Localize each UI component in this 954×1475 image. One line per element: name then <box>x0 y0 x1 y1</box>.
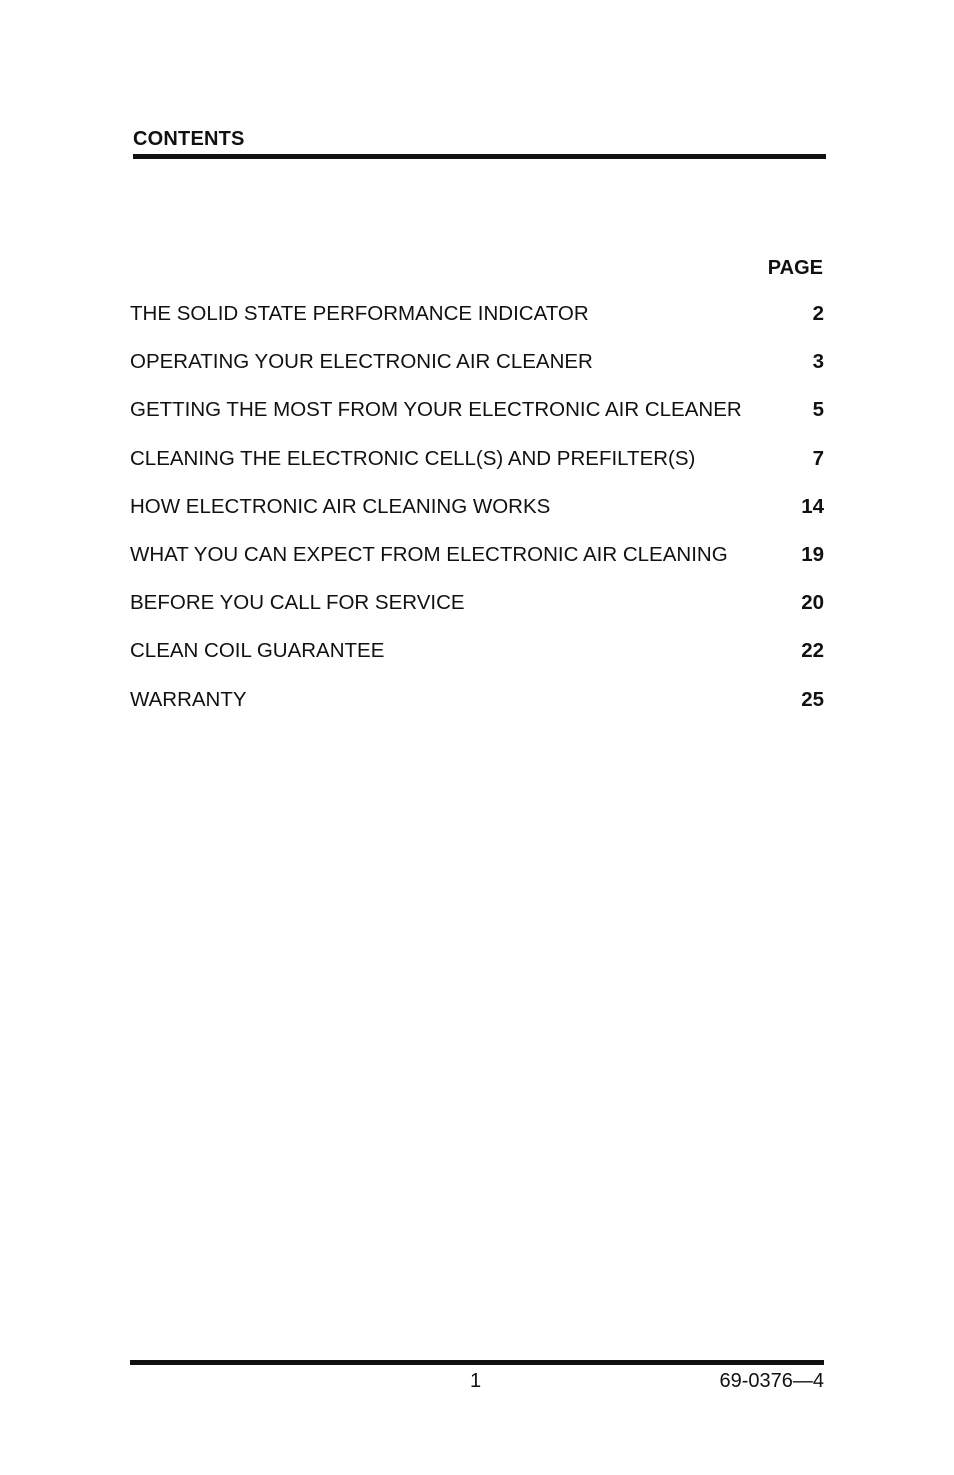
toc-entry-title: BEFORE YOU CALL FOR SERVICE <box>130 591 465 615</box>
header-divider <box>133 154 826 159</box>
toc-entry-title: CLEAN COIL GUARANTEE <box>130 639 385 663</box>
footer-divider <box>130 1360 824 1365</box>
toc-entry-how-it-works[interactable] <box>130 495 824 543</box>
toc-entry-title: THE SOLID STATE PERFORMANCE INDICATOR <box>130 302 589 325</box>
toc-entry-clean-coil[interactable] <box>130 639 824 687</box>
table-of-contents <box>130 302 824 736</box>
toc-entry-cleaning[interactable] <box>130 447 824 495</box>
toc-entry-page: 19 <box>801 542 824 566</box>
toc-entry-warranty[interactable] <box>130 688 824 736</box>
toc-entry-page: 14 <box>801 494 824 518</box>
document-number: 69-0376—4 <box>719 1370 824 1392</box>
toc-entry-title: WARRANTY <box>130 687 247 711</box>
toc-entry-title: CLEANING THE ELECTRONIC CELL(S) AND PREFILTER(S) <box>130 446 696 470</box>
toc-entry-operating[interactable] <box>130 350 824 398</box>
toc-entry-title: WHAT YOU CAN EXPECT FROM ELECTRONIC AIR CLEANING <box>130 542 728 566</box>
toc-entry-performance-indicator[interactable] <box>130 302 824 350</box>
page-number: 1 <box>470 1370 482 1392</box>
toc-entry-page: 20 <box>801 591 824 615</box>
toc-entry-before-service[interactable] <box>130 591 824 639</box>
toc-entry-getting-most[interactable] <box>130 398 824 446</box>
toc-entry-page: 25 <box>801 687 824 711</box>
toc-entry-title: GETTING THE MOST FROM YOUR ELECTRONIC AIR CLEANER <box>130 398 742 422</box>
toc-entry-what-to-expect[interactable] <box>130 543 824 591</box>
page-title: CONTENTS <box>133 128 245 150</box>
toc-entry-page: 3 <box>812 350 824 374</box>
page-column-label: PAGE <box>767 257 823 279</box>
toc-entry-page: 5 <box>812 398 824 422</box>
toc-entry-title: OPERATING YOUR ELECTRONIC AIR CLEANER <box>130 350 593 374</box>
toc-entry-page: 7 <box>812 446 824 470</box>
toc-entry-page: 22 <box>801 639 824 663</box>
toc-entry-title: HOW ELECTRONIC AIR CLEANING WORKS <box>130 494 551 518</box>
toc-entry-page: 2 <box>812 302 824 325</box>
